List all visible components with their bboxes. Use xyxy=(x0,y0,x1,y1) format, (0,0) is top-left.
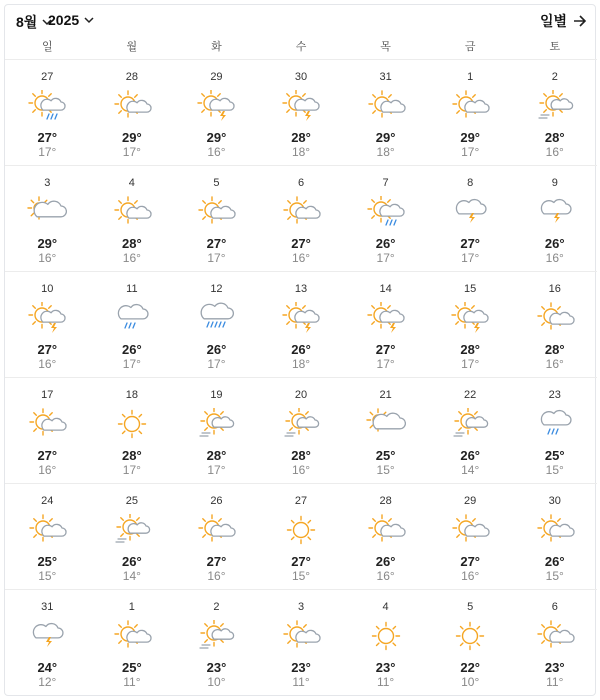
high-temperature: 26° xyxy=(544,554,565,569)
sun-cloud-haze-icon xyxy=(450,408,490,442)
day-number: 27 xyxy=(41,71,54,83)
low-temperature: 17° xyxy=(461,357,480,371)
high-temperature: 27° xyxy=(206,236,227,251)
high-temperature: 26° xyxy=(206,342,227,357)
week-row xyxy=(5,484,597,590)
daily-view-label: 일별 xyxy=(539,13,567,29)
high-temperature: 27° xyxy=(460,236,481,251)
high-temperature: 25° xyxy=(544,448,565,463)
day-number: 7 xyxy=(382,177,389,189)
sun-cloud-icon xyxy=(366,90,406,124)
low-temperature: 18° xyxy=(376,145,395,159)
low-temperature: 14° xyxy=(122,569,141,583)
day-number: 13 xyxy=(294,283,308,295)
weekday-label: 월 xyxy=(126,41,138,53)
day-number: 28 xyxy=(379,495,392,507)
day-number: 14 xyxy=(379,283,392,295)
day-cell[interactable] xyxy=(174,166,259,271)
low-temperature: 16° xyxy=(122,251,141,265)
day-number: 11 xyxy=(126,283,138,295)
day-number: 23 xyxy=(548,389,561,401)
year-label: 2025 xyxy=(48,12,80,28)
high-temperature: 26° xyxy=(375,554,396,569)
high-temperature: 29° xyxy=(460,130,481,145)
low-temperature: 11° xyxy=(546,675,564,689)
day-cell[interactable] xyxy=(343,166,428,271)
high-temperature: 29° xyxy=(206,130,227,145)
month-label: 8월 xyxy=(16,14,38,30)
cloud-bolt-icon xyxy=(27,620,67,654)
low-temperature: 10° xyxy=(207,675,226,689)
low-temperature: 16° xyxy=(545,145,564,159)
week-row xyxy=(5,272,597,378)
day-cell[interactable] xyxy=(90,272,175,377)
sun-cloud-icon xyxy=(535,514,575,548)
high-temperature: 27° xyxy=(37,342,58,357)
day-number: 18 xyxy=(125,389,138,401)
day-cell[interactable] xyxy=(512,166,597,271)
sun-icon xyxy=(366,620,406,654)
cloud-rain-icon xyxy=(112,302,152,336)
sun-cloud-haze-icon xyxy=(535,90,575,124)
sun-cloud-icon xyxy=(112,90,152,124)
day-number: 4 xyxy=(128,177,135,189)
day-cell[interactable] xyxy=(174,378,259,483)
weekday-label: 목 xyxy=(380,41,391,53)
day-number: 26 xyxy=(210,495,223,507)
high-temperature: 27° xyxy=(291,554,311,569)
high-temperature: 28° xyxy=(460,342,481,357)
low-temperature: 11° xyxy=(292,675,310,689)
weekday-label: 화 xyxy=(211,41,222,53)
low-temperature: 11° xyxy=(376,675,395,689)
low-temperature: 16° xyxy=(38,463,57,477)
day-number: 25 xyxy=(125,495,138,507)
high-temperature: 25° xyxy=(37,554,58,569)
day-cell[interactable] xyxy=(428,378,513,483)
high-temperature: 29° xyxy=(122,130,142,145)
high-temperature: 22° xyxy=(460,660,481,675)
sun-cloud-bolt-icon xyxy=(196,90,236,124)
day-number: 2 xyxy=(213,601,220,613)
cloud-sun-icon xyxy=(366,408,406,442)
sun-cloud-bolt-icon xyxy=(27,302,67,336)
day-cell[interactable] xyxy=(259,60,344,165)
day-number: 19 xyxy=(210,389,223,401)
sun-cloud-icon xyxy=(535,302,575,336)
day-number: 30 xyxy=(294,71,308,83)
cloud-bolt-icon xyxy=(450,196,490,230)
day-number: 28 xyxy=(125,71,138,83)
day-number: 24 xyxy=(41,495,54,507)
low-temperature: 15° xyxy=(545,463,564,477)
day-cell[interactable] xyxy=(174,590,259,696)
day-number: 20 xyxy=(294,389,308,401)
day-cell[interactable] xyxy=(343,590,428,696)
low-temperature: 17° xyxy=(376,357,395,371)
cloud-heavy-rain-icon xyxy=(196,302,236,336)
day-number: 31 xyxy=(379,71,392,83)
high-temperature: 28° xyxy=(122,448,142,463)
high-temperature: 24° xyxy=(37,660,58,675)
day-number: 8 xyxy=(467,177,474,189)
sun-cloud-icon xyxy=(112,196,152,230)
day-number: 1 xyxy=(467,71,474,83)
sun-cloud-bolt-icon xyxy=(281,302,321,336)
low-temperature: 16° xyxy=(461,569,480,583)
day-number: 10 xyxy=(41,283,54,295)
high-temperature: 27° xyxy=(206,554,227,569)
day-cell[interactable] xyxy=(512,484,597,589)
day-number: 15 xyxy=(464,283,477,295)
day-cell[interactable] xyxy=(90,166,175,271)
high-temperature: 28° xyxy=(291,448,311,463)
weekday-header xyxy=(5,35,597,60)
sun-cloud-rain-icon xyxy=(366,196,406,230)
low-temperature: 15° xyxy=(376,463,395,477)
high-temperature: 26° xyxy=(122,554,142,569)
day-number: 31 xyxy=(41,601,54,613)
calendar-toolbar xyxy=(5,5,597,35)
sun-cloud-icon xyxy=(281,196,321,230)
day-cell[interactable] xyxy=(259,590,344,696)
sun-icon xyxy=(112,408,152,442)
day-cell[interactable] xyxy=(5,166,90,271)
sun-cloud-icon xyxy=(27,408,67,442)
low-temperature: 15° xyxy=(291,569,311,583)
day-number: 5 xyxy=(213,177,220,189)
low-temperature: 16° xyxy=(207,569,226,583)
year-selector[interactable] xyxy=(48,12,94,28)
day-cell[interactable] xyxy=(259,484,344,589)
sun-cloud-icon xyxy=(450,90,490,124)
day-number: 21 xyxy=(379,389,392,401)
sun-icon xyxy=(450,620,490,654)
high-temperature: 23° xyxy=(206,660,227,675)
low-temperature: 17° xyxy=(207,251,226,265)
day-cell[interactable] xyxy=(428,272,513,377)
low-temperature: 16° xyxy=(291,251,311,265)
day-cell[interactable] xyxy=(259,272,344,377)
day-number: 6 xyxy=(551,601,558,613)
sun-cloud-icon xyxy=(27,514,67,548)
day-number: 22 xyxy=(464,389,477,401)
day-number: 29 xyxy=(210,71,223,83)
day-number: 9 xyxy=(551,177,558,189)
day-cell[interactable] xyxy=(5,378,90,483)
week-row xyxy=(5,378,597,484)
low-temperature: 16° xyxy=(545,357,564,371)
high-temperature: 28° xyxy=(206,448,227,463)
high-temperature: 29° xyxy=(37,236,58,251)
high-temperature: 27° xyxy=(291,236,311,251)
low-temperature: 17° xyxy=(207,357,226,371)
high-temperature: 23° xyxy=(375,660,396,675)
low-temperature: 17° xyxy=(461,251,480,265)
high-temperature: 27° xyxy=(37,448,58,463)
calendar-grid xyxy=(5,60,597,696)
sun-cloud-icon xyxy=(196,196,236,230)
low-temperature: 17° xyxy=(122,357,141,371)
arrow-right-icon xyxy=(573,15,587,27)
sun-cloud-icon xyxy=(281,620,321,654)
chevron-down-icon xyxy=(84,17,94,24)
day-cell[interactable] xyxy=(90,590,175,696)
day-number: 4 xyxy=(382,601,389,613)
day-cell[interactable] xyxy=(428,60,513,165)
day-cell[interactable] xyxy=(259,378,344,483)
low-temperature: 11° xyxy=(123,675,141,689)
sun-cloud-icon xyxy=(535,620,575,654)
high-temperature: 25° xyxy=(122,660,142,675)
day-number: 1 xyxy=(128,601,135,613)
high-temperature: 28° xyxy=(291,130,311,145)
sun-cloud-icon xyxy=(196,514,236,548)
high-temperature: 28° xyxy=(544,130,565,145)
daily-view-link[interactable] xyxy=(540,11,587,31)
day-number: 30 xyxy=(548,495,561,507)
sun-cloud-haze-icon xyxy=(112,514,152,548)
day-cell[interactable] xyxy=(5,484,90,589)
day-cell[interactable] xyxy=(5,60,90,165)
weather-calendar xyxy=(4,4,596,696)
low-temperature: 16° xyxy=(291,463,311,477)
low-temperature: 15° xyxy=(545,569,564,583)
low-temperature: 14° xyxy=(461,463,480,477)
high-temperature: 25° xyxy=(375,448,396,463)
low-temperature: 16° xyxy=(376,569,395,583)
day-cell[interactable] xyxy=(428,590,513,696)
sun-cloud-haze-icon xyxy=(281,408,321,442)
cloud-bolt-icon xyxy=(535,196,575,230)
low-temperature: 17° xyxy=(207,463,226,477)
high-temperature: 26° xyxy=(544,236,565,251)
high-temperature: 28° xyxy=(122,236,142,251)
low-temperature: 17° xyxy=(461,145,480,159)
sun-cloud-bolt-icon xyxy=(450,302,490,336)
cloud-rain-icon xyxy=(535,408,575,442)
low-temperature: 17° xyxy=(122,463,141,477)
day-cell[interactable] xyxy=(343,60,428,165)
low-temperature: 16° xyxy=(38,357,57,371)
sun-cloud-icon xyxy=(112,620,152,654)
sun-cloud-haze-icon xyxy=(196,620,236,654)
low-temperature: 10° xyxy=(461,675,480,689)
high-temperature: 27° xyxy=(460,554,481,569)
day-cell[interactable] xyxy=(259,166,344,271)
sun-cloud-icon xyxy=(366,514,406,548)
day-number: 3 xyxy=(297,601,305,613)
sun-cloud-rain-icon xyxy=(27,90,67,124)
cloud-sun-icon xyxy=(27,196,67,230)
sun-cloud-bolt-icon xyxy=(281,90,321,124)
day-number: 5 xyxy=(467,601,474,613)
day-cell[interactable] xyxy=(174,272,259,377)
day-number: 16 xyxy=(548,283,561,295)
day-number: 17 xyxy=(41,389,54,401)
week-row xyxy=(5,590,597,696)
day-cell[interactable] xyxy=(512,378,597,483)
day-cell[interactable] xyxy=(343,272,428,377)
day-cell[interactable] xyxy=(90,60,175,165)
low-temperature: 17° xyxy=(38,145,57,159)
high-temperature: 23° xyxy=(544,660,565,675)
day-cell[interactable] xyxy=(5,272,90,377)
day-cell[interactable] xyxy=(343,378,428,483)
week-row xyxy=(5,60,597,166)
day-number: 2 xyxy=(551,71,558,83)
low-temperature: 16° xyxy=(38,251,57,265)
day-number: 12 xyxy=(210,283,223,295)
day-cell[interactable] xyxy=(512,590,597,696)
day-cell[interactable] xyxy=(174,60,259,165)
high-temperature: 28° xyxy=(544,342,565,357)
high-temperature: 26° xyxy=(460,448,481,463)
low-temperature: 18° xyxy=(291,357,311,371)
sun-cloud-icon xyxy=(450,514,490,548)
day-number: 3 xyxy=(44,177,51,189)
low-temperature: 17° xyxy=(122,145,141,159)
high-temperature: 27° xyxy=(37,130,58,145)
low-temperature: 17° xyxy=(376,251,395,265)
low-temperature: 12° xyxy=(38,675,57,689)
weekday-label: 수 xyxy=(295,41,307,53)
day-number: 6 xyxy=(297,177,305,189)
day-cell[interactable] xyxy=(428,166,513,271)
day-cell[interactable] xyxy=(512,60,597,165)
sun-icon xyxy=(281,514,321,548)
low-temperature: 16° xyxy=(545,251,564,265)
high-temperature: 26° xyxy=(291,342,311,357)
weekday-label: 일 xyxy=(41,41,53,53)
day-cell[interactable] xyxy=(512,272,597,377)
high-temperature: 29° xyxy=(375,130,396,145)
high-temperature: 26° xyxy=(375,236,396,251)
day-cell[interactable] xyxy=(174,484,259,589)
day-cell[interactable] xyxy=(343,484,428,589)
month-selector[interactable] xyxy=(16,12,52,32)
day-cell[interactable] xyxy=(90,378,175,483)
high-temperature: 27° xyxy=(375,342,396,357)
high-temperature: 26° xyxy=(122,342,142,357)
weekday-label: 금 xyxy=(464,41,476,53)
day-cell[interactable] xyxy=(5,590,90,696)
day-number: 29 xyxy=(464,495,477,507)
weekday-label: 토 xyxy=(549,41,561,53)
sun-cloud-bolt-icon xyxy=(366,302,406,336)
low-temperature: 18° xyxy=(291,145,311,159)
low-temperature: 15° xyxy=(38,569,57,583)
day-cell[interactable] xyxy=(428,484,513,589)
low-temperature: 16° xyxy=(207,145,226,159)
day-cell[interactable] xyxy=(90,484,175,589)
week-row xyxy=(5,166,597,272)
high-temperature: 23° xyxy=(291,660,311,675)
sun-cloud-haze-icon xyxy=(196,408,236,442)
day-number: 27 xyxy=(294,495,308,507)
